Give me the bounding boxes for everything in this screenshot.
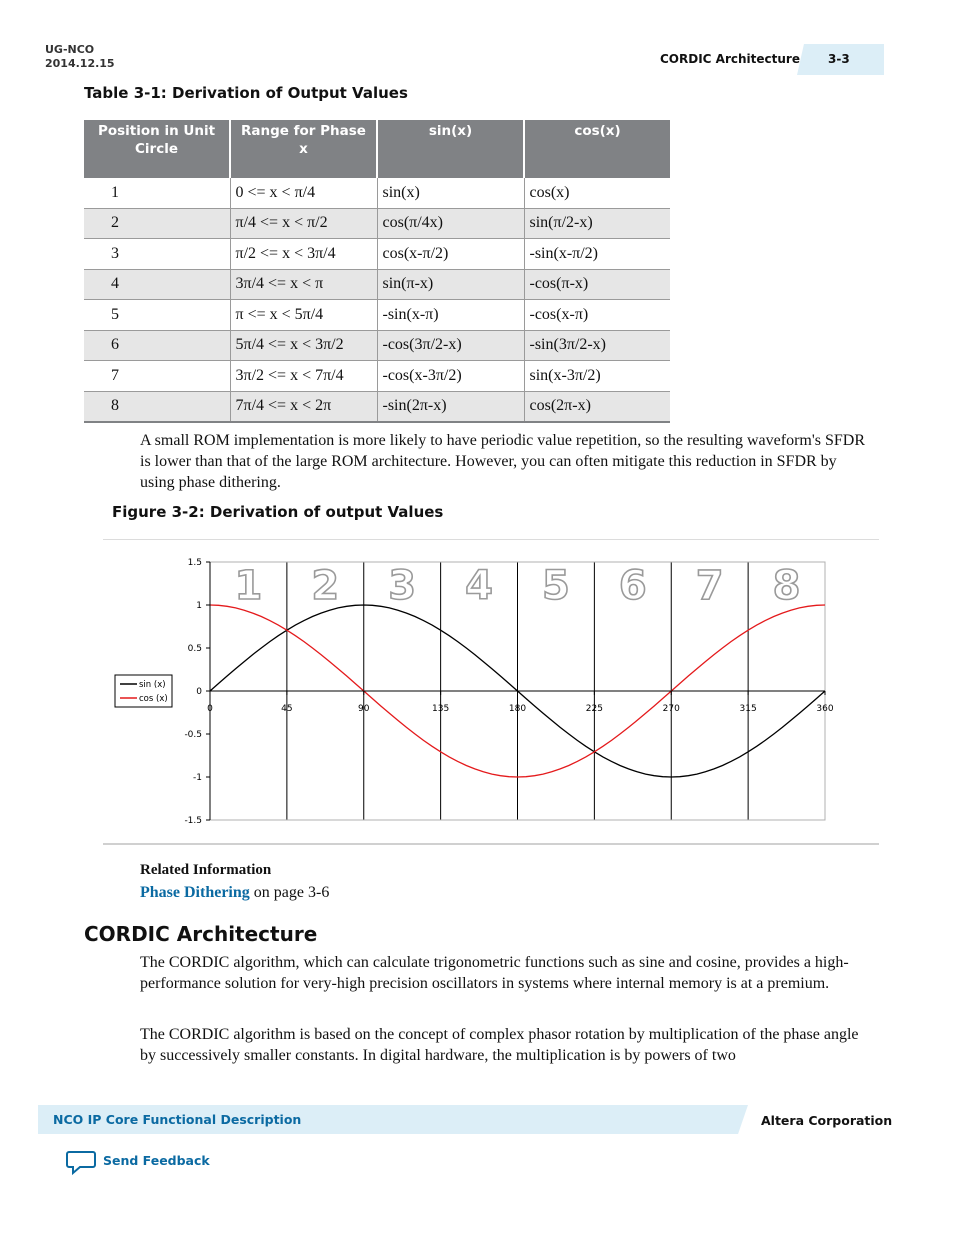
region-label: 3 <box>388 563 417 609</box>
table-row <box>84 361 670 392</box>
x-tick-label: 0 <box>207 704 213 714</box>
column-header: cos(x) <box>524 120 670 178</box>
table-cell: 3π/4 <= x < π <box>230 269 377 300</box>
related-info-heading: Related Information <box>140 862 272 878</box>
region-label: 1 <box>234 563 263 609</box>
column-header: sin(x) <box>377 120 524 178</box>
legend-label: cos (x) <box>139 694 168 704</box>
table-body <box>84 178 670 422</box>
y-tick-label: 1.5 <box>187 558 202 568</box>
x-tick-label: 315 <box>739 704 757 714</box>
y-tick-label: 1 <box>196 601 202 611</box>
table-cell: -cos(3π/2-x) <box>377 330 524 361</box>
x-tick-label: 360 <box>816 704 834 714</box>
table-cell: sin(π-x) <box>377 269 524 300</box>
column-header: Position in Unit Circle <box>84 120 230 178</box>
doc-date: 2014.12.15 <box>45 57 115 70</box>
section-heading: CORDIC Architecture <box>84 922 318 946</box>
table-cell: 8 <box>84 391 230 422</box>
table-cell: sin(x-3π/2) <box>524 361 670 392</box>
header-page-number: 3-3 <box>828 52 850 66</box>
table-cell: 6 <box>84 330 230 361</box>
table-cell: cos(x-π/2) <box>377 239 524 270</box>
section-paragraph-2: The CORDIC algorithm is based on the concept of complex phasor rotation by multiplication of the phase angle by successively smaller constants. In digital hardware, the multiplication is by powers of two <box>140 1026 859 1064</box>
sin-cos-chart <box>103 545 879 837</box>
table-cell: cos(x) <box>524 178 670 208</box>
table-cell: 0 <= x < π/4 <box>230 178 377 208</box>
y-tick-label: 0.5 <box>187 644 202 654</box>
table-cell: -cos(x-π) <box>524 300 670 331</box>
region-label: 4 <box>465 563 493 609</box>
table-cell: 3 <box>84 239 230 270</box>
table-row <box>84 178 670 208</box>
x-tick-label: 90 <box>358 704 370 714</box>
phase-dithering-link[interactable]: Phase Dithering <box>140 884 250 901</box>
table-cell: -sin(3π/2-x) <box>524 330 670 361</box>
related-link-suffix: on page 3-6 <box>253 884 330 901</box>
table-cell: -cos(x-3π/2) <box>377 361 524 392</box>
send-feedback-link[interactable]: Send Feedback <box>103 1153 210 1168</box>
table-cell: cos(2π-x) <box>524 391 670 422</box>
table-cell: 2 <box>84 208 230 239</box>
speech-bubble-icon[interactable] <box>66 1150 96 1181</box>
table-cell: cos(π/4x) <box>377 208 524 239</box>
y-tick-label: 0 <box>196 687 202 697</box>
region-label: 8 <box>772 563 801 609</box>
table-cell: -sin(x-π) <box>377 300 524 331</box>
table-row <box>84 330 670 361</box>
table-row <box>84 239 670 270</box>
related-info-line <box>140 884 329 902</box>
legend-label: sin (x) <box>139 680 166 690</box>
output-values-table <box>84 120 670 423</box>
x-tick-label: 225 <box>585 704 603 714</box>
table-cell: -cos(π-x) <box>524 269 670 300</box>
table-cell: 4 <box>84 269 230 300</box>
figure-caption: Figure 3-2: Derivation of output Values <box>112 503 444 521</box>
footer-doc-title[interactable]: NCO IP Core Functional Description <box>53 1112 302 1127</box>
table-row <box>84 300 670 331</box>
table-cell: 3π/2 <= x < 7π/4 <box>230 361 377 392</box>
table-cell: 7 <box>84 361 230 392</box>
region-label: 6 <box>618 563 647 609</box>
y-tick-label: -1.5 <box>184 816 202 826</box>
table-cell: 5 <box>84 300 230 331</box>
table-header-row <box>84 120 670 178</box>
x-tick-label: 270 <box>662 704 680 714</box>
table-caption: Table 3-1: Derivation of Output Values <box>84 84 408 102</box>
table-cell: 1 <box>84 178 230 208</box>
table-cell: sin(x) <box>377 178 524 208</box>
footer-corporation: Altera Corporation <box>761 1113 893 1128</box>
table-cell: -sin(2π-x) <box>377 391 524 422</box>
doc-id-block <box>45 43 115 71</box>
region-label: 2 <box>311 563 340 609</box>
x-tick-label: 135 <box>432 704 450 714</box>
table-row <box>84 208 670 239</box>
column-header: Range for Phase x <box>230 120 377 178</box>
figure-top-rule <box>103 539 879 540</box>
doc-id: UG-NCO <box>45 43 95 56</box>
rom-paragraph: A small ROM implementation is more likely to have periodic value repetition, so the resulting waveform's SFDR is lower than that of the large ROM architecture. However, you can often mitigate this reduction in SFDR by using phase dithering. <box>140 432 865 491</box>
table-cell: sin(π/2-x) <box>524 208 670 239</box>
region-label: 7 <box>695 563 724 609</box>
table-cell: π <= x < 5π/4 <box>230 300 377 331</box>
section-paragraph-1: The CORDIC algorithm, which can calculate trigonometric functions such as sine and cosine, provides a high-performance solution for very-high precision oscillators in systems where internal memory is at a premium. <box>140 954 849 992</box>
table-row <box>84 391 670 422</box>
region-label: 5 <box>542 563 570 609</box>
table-cell: 7π/4 <= x < 2π <box>230 391 377 422</box>
header-section-title: CORDIC Architecture <box>660 52 800 66</box>
table-cell: π/2 <= x < 3π/4 <box>230 239 377 270</box>
y-tick-label: -1 <box>193 773 202 783</box>
figure-bottom-rule <box>103 843 879 845</box>
y-tick-label: -0.5 <box>184 730 202 740</box>
table-cell: 5π/4 <= x < 3π/2 <box>230 330 377 361</box>
table-cell: π/4 <= x < π/2 <box>230 208 377 239</box>
table-row <box>84 269 670 300</box>
x-tick-label: 180 <box>508 704 527 714</box>
table-cell: -sin(x-π/2) <box>524 239 670 270</box>
x-tick-label: 45 <box>281 704 293 714</box>
